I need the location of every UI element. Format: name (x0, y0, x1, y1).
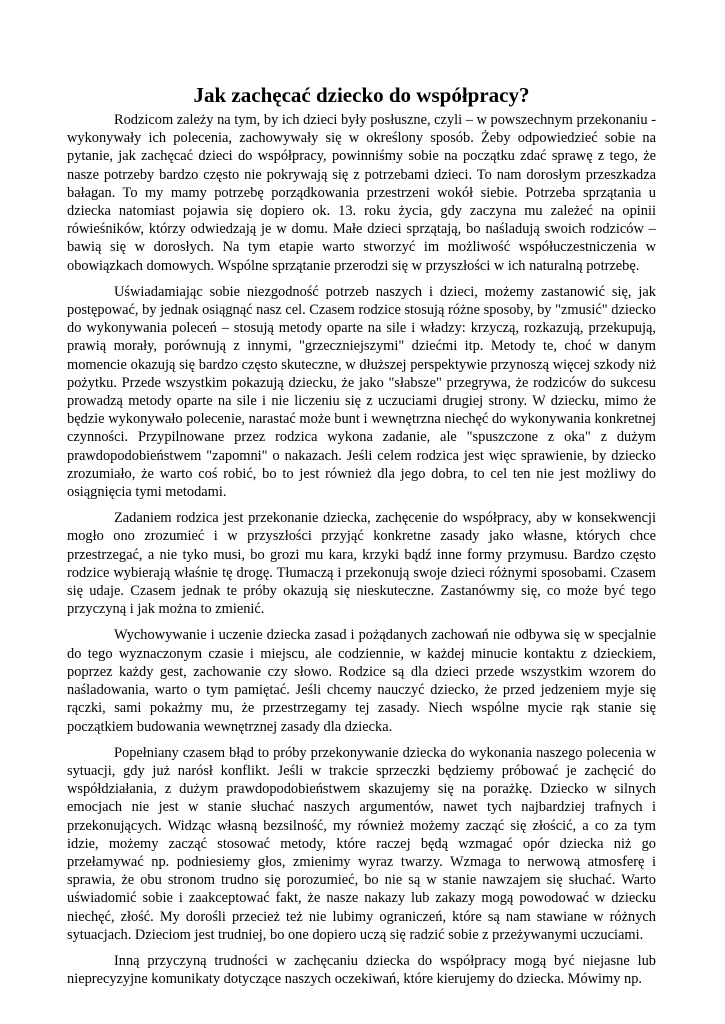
paragraph: Wychowywanie i uczenie dziecka zasad i pożądanych zachowań nie odbywa się w specjalnie do tego wyznaczonym czasie i miejscu, ale codziennie, w każdej minucie kontaktu z dzieckiem, poprzez każdy gest, zachowanie czy słowo. Rodzice są dla dzieci przede wszystkim wzorem do naśladowania, warto o tym pamiętać. Jeśli chcemy nauczyć dziecko, że przed jedzeniem myje się rączki, sami pokażmy mu, że przestrzegamy tej zasady. Niech wspólne mycie rąk stanie się początkiem budowania wewnętrznej zasady dla dziecka. (67, 627, 656, 735)
document-page (67, 82, 656, 996)
paragraph: Rodzicom zależy na tym, by ich dzieci były posłuszne, czyli – w powszechnym przekonaniu - wykonywały ich polecenia, zachowywały się w określony sposób. Żeby odpowiedzieć sobie na pytanie, jak zachęcać dzieci do współpracy, powinniśmy sobie na początku zdać sprawę z tego, że nasze potrzeby bardzo często nie pokrywają się z potrzebami dzieci. To nam dorosłym przeszkadza bałagan. To my mamy potrzebę porządkowania przestrzeni wokół siebie. Potrzeba sprzątania u dziecka natomiast pojawia się dopiero ok. 13. roku życia, gdy zaczyna mu zależeć na opinii rówieśników, którzy odwiedzają je w domu. Małe dzieci sprzątają, bo naśladują swoich rodziców – bawią się w dorosłych. Na tym etapie warto stworzyć im możliwość współuczestniczenia w obowiązkach domowych. Wspólne sprzątanie przerodzi się w przyszłości w ich naturalną potrzebę. (67, 112, 656, 274)
document-title: Jak zachęcać dziecko do współpracy? (193, 83, 530, 107)
paragraph: Popełniany czasem błąd to próby przekonywanie dziecka do wykonania naszego polecenia w sytuacji, gdy już narósł konflikt. Jeśli w trakcie sprzeczki będziemy próbować je zachęcić do współdziałania, z dużym prawdopodobieństwem skazujemy się na porażkę. Dziecko w silnych emocjach nie jest w stanie słuchać naszych argumentów, nawet tych najbardziej trafnych i przekonujących. Widząc własną bezsilność, my również możemy zacząć się złościć, a co za tym idzie, możemy zacząć stosować metody, które raczej będą wzmagać opór dziecka niż go przełamywać np. podniesiemy głos, zmienimy wyraz twarzy. Wzmaga to nerwową atmosferę i sprawia, że obu stronom trudno się porozumieć, bo nie są w stanie nawzajem się słuchać. Warto uświadomić sobie i zaakceptować fakt, że nasze nakazy lub zakazy mogą powodować w dziecku niechęć, złość. My dorośli przecież też nie lubimy ograniczeń, które są nam stawiane w różnych sytuacjach. Dzieciom jest trudniej, bo one dopiero uczą się radzić sobie z przeżywanymi uczuciami. (67, 744, 656, 943)
paragraph: Uświadamiając sobie niezgodność potrzeb naszych i dzieci, możemy zastanowić się, jak postępować, by jednak osiągnąć nasz cel. Czasem rodzice stosują różne sposoby, by "zmusić" dziecko do wykonywania poleceń – stosują metody oparte na sile i władzy: krzyczą, rozkazują, przekupują, prawią morały, porównują z innymi, "grzeczniejszymi" dziećmi itp. Metody te, choć w danym momencie okazują się bardzo często skuteczne, w dłuższej perspektywie przynoszą więcej szkody niż pożytku. Przede wszystkim pokazują dziecku, że jako "słabsze" przegrywa, że rodziców do sukcesu prowadzą metody oparte na sile i nie liczeniu się z uczuciami drugiej strony. W dziecku, mimo że będzie wykonywało polecenie, narastać może bunt i wewnętrzna niechęć do wykonywania konkretnej czynności. Przypilnowane przez rodzica wykona zadanie, ale "spuszczone z oka" z dużym prawdopodobieństwem "zapomni" o nakazach. Jeśli celem rodzica jest więc sprawienie, by dziecko zrozumiało, że warto coś robić, bo to jest również dla jego dobra, to cel ten nie jest możliwy do osiągnięcia tymi metodami. (67, 283, 656, 501)
paragraph: Zadaniem rodzica jest przekonanie dziecka, zachęcenie do współpracy, aby w konsekwencji mogło ono zrozumieć i w przyszłości przyjąć konkretne zasady jako własne, których chce przestrzegać, a nie tyko musi, bo grozi mu kara, krzyki bądź inne formy przymusu. Bardzo często rodzice wybierają właśnie tę drogę. Tłumaczą i przekonują swoje dzieci różnymi sposobami. Czasem się udaje. Czasem jednak te próby okazują się nieskuteczne. Zastanówmy się, co może być tego przyczyną i jak można to zmienić. (67, 510, 656, 618)
paragraph: Inną przyczyną trudności w zachęcaniu dziecka do współpracy mogą być niejasne lub nieprecyzyjne komunikaty dotyczące naszych oczekiwań, które kierujemy do dziecka. Mówimy np. (67, 952, 656, 988)
